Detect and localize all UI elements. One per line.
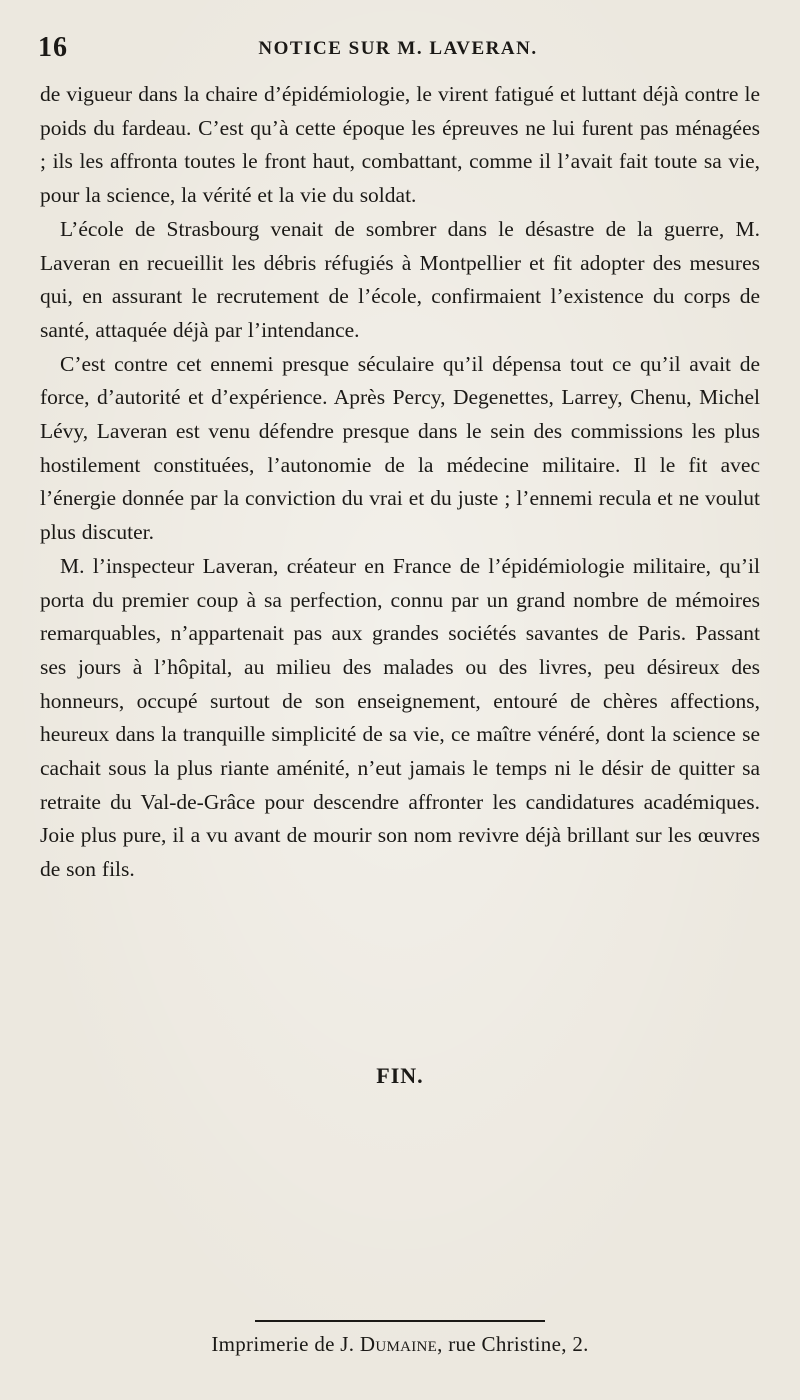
paragraph-3: C’est contre cet ennemi presque séculaire qu’il dépensa tout ce qu’il avait de force, d’autorité et d’expérience. Après Percy, Degenettes, Larrey, Chenu, Michel Lévy, Laveran est venu défendre presque dans le sein des commissions les plus hostilement constituées, l’autonomie de la médecine militaire. Il le fit avec l’énergie donnée par la conviction du vrai et du juste ; l’ennemi recula et ne voulut plus discuter. [40, 351, 760, 545]
paragraph-2: L’école de Strasbourg venait de sombrer dans le désastre de la guerre, M. Laveran en recueillit les débris réfugiés à Montpellier et fit adopter des mesures qui, en assurant le recrutement de l’école, confirmaient l’existence du corps de santé, attaquée déjà par l’intendance. [40, 216, 760, 342]
end-mark: FIN. [376, 1063, 424, 1088]
printer-imprint [0, 1332, 800, 1357]
running-head [38, 32, 758, 66]
paragraph-1: de vigueur dans la chaire d’épidémiologie, le virent fatigué et luttant déjà contre le poids du fardeau. C’est qu’à cette époque les épreuves ne lui furent pas ménagées ; ils les affronta toutes le front haut, combattant, comme il l’avait fait toute sa vie, pour la science, la vérité et la vie du soldat. [40, 82, 760, 208]
body-text [40, 78, 760, 887]
footer-divider [255, 1320, 545, 1322]
running-title: NOTICE SUR M. LAVERAN. [258, 38, 538, 59]
imprint-printer: Dumaine [359, 1332, 438, 1356]
imprint-suffix: , rue Christine, 2. [437, 1332, 589, 1356]
imprint-prefix: Imprimerie de J. [211, 1332, 360, 1356]
page-number: 16 [38, 32, 68, 63]
paragraph-4: M. l’inspecteur Laveran, créateur en France de l’épidémiologie militaire, qu’il porta du premier coup à sa perfection, connu par un grand nombre de mémoires remarquables, n’appartenait pas aux grandes sociétés savantes de Paris. Passant ses jours à l’hôpital, au milieu des malades ou des livres, peu désireux des honneurs, occupé surtout de son enseignement, entouré de chères affections, heureux dans la tranquille simplicité de sa vie, ce maître vénéré, dont la science se cachait sous la plus riante aménité, n’eut jamais le temps ni le désir de quitter sa retraite du Val-de-Grâce pour descendre affronter les candidatures académiques. Joie plus pure, il a vu avant de mourir son nom revivre déjà brillant sur les œuvres de son fils. [40, 553, 760, 882]
